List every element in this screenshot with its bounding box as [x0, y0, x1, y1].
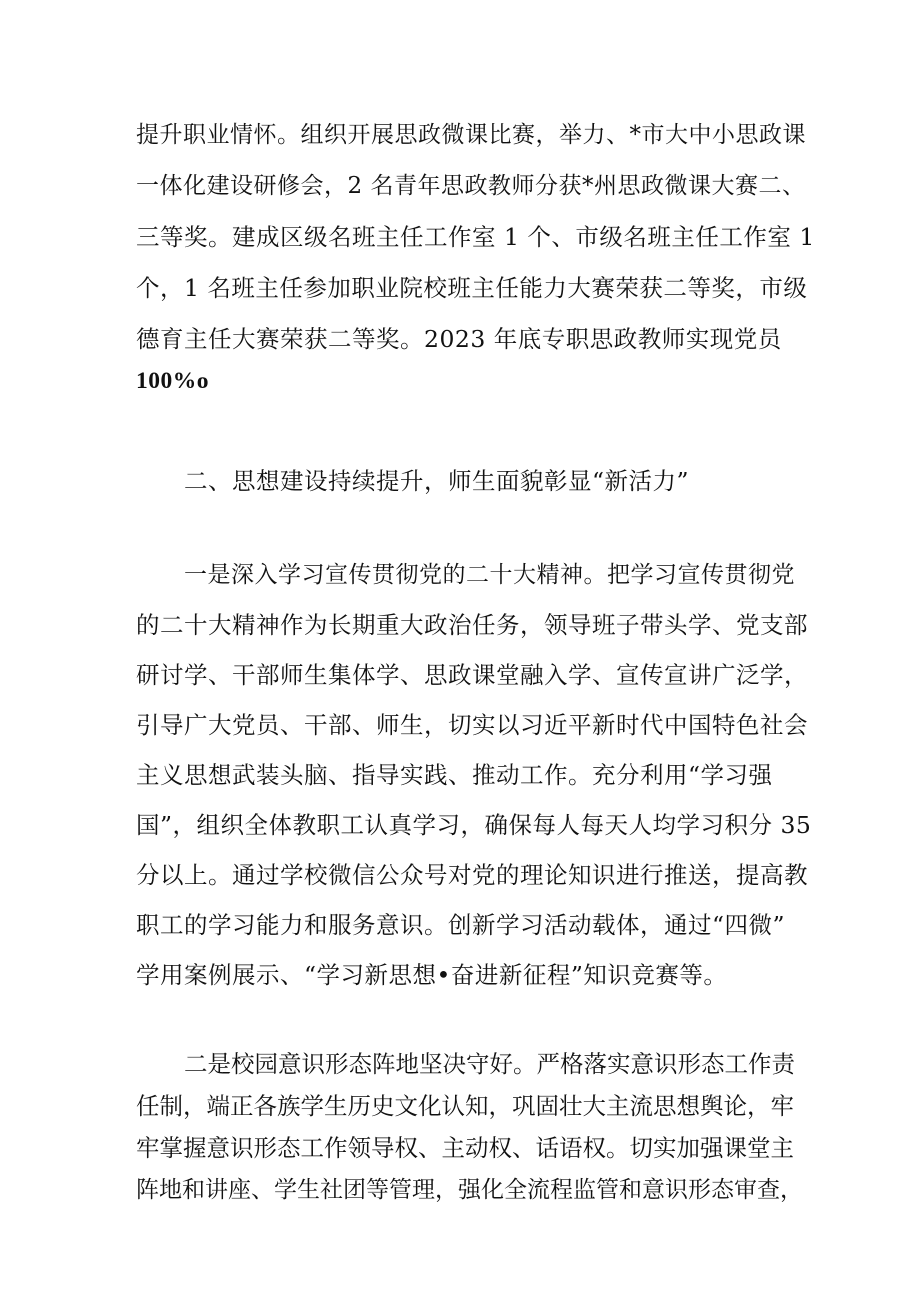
paragraph-1-line-1: 提升职业情怀。组织开展思政微课比赛，举力、*市大中小思政课 [136, 122, 806, 148]
paragraph-2-line-6: 国”，组织全体教职工认真学习，确保每人每天人均学习积分 35 [136, 811, 812, 839]
paragraph-3-line-1: 二是校园意识形态阵地坚决守好。严格落实意识形态工作责 [184, 1050, 795, 1078]
paragraph-1-line-5: 德育主任大赛荣获二等奖。2023 年底专职思政教师实现党员 [136, 325, 782, 353]
paragraph-2-line-2: 的二十大精神作为长期重大政治任务，领导班子带头学、党支部 [136, 611, 808, 639]
paragraph-1-line-2: 一体化建设研修会，2 名青年思政教师分获*州思政微课大赛二、 [136, 173, 806, 199]
paragraph-1-line-6: 100%o [136, 368, 209, 394]
paragraph-2-line-4: 引导广大党员、干部、师生，切实以习近平新时代中国特色社会 [136, 711, 808, 739]
paragraph-2-line-1: 一是深入学习宣传贯彻党的二十大精神。把学习宣传贯彻党 [184, 562, 795, 588]
paragraph-2-line-7: 分以上。通过学校微信公众号对党的理论知识进行推送，提高教 [136, 861, 808, 889]
paragraph-3-line-2: 任制，端正各族学生历史文化认知，巩固壮大主流思想舆论，牢 [136, 1092, 794, 1120]
paragraph-2-line-9: 学用案例展示、“学习新思想•奋进新征程”知识竞赛等。 [136, 961, 728, 989]
paragraph-2-line-8: 职工的学习能力和服务意识。创新学习活动载体，通过“四微” [136, 911, 786, 939]
section-heading: 二、思想建设持续提升，师生面貌彰显“新活力” [184, 467, 690, 495]
paragraph-1-line-4: 个，1 名班主任参加职业院校班主任能力大赛荣获二等奖，市级 [136, 274, 808, 302]
paragraph-3-line-4: 阵地和讲座、学生社团等管理，强化全流程监管和意识形态审查， [136, 1177, 803, 1203]
paragraph-2-line-3: 研讨学、干部师生集体学、思政课堂融入学、宣传宣讲广泛学， [136, 661, 808, 689]
paragraph-1-line-3: 三等奖。建成区级名班主任工作室 1 个、市级名班主任工作室 1 [136, 223, 815, 251]
paragraph-2-line-5: 主义思想武装头脑、指导实践、推动工作。充分利用“学习强 [136, 761, 773, 789]
paragraph-3-line-3: 牢掌握意识形态工作领导权、主动权、话语权。切实加强课堂主 [136, 1134, 794, 1162]
